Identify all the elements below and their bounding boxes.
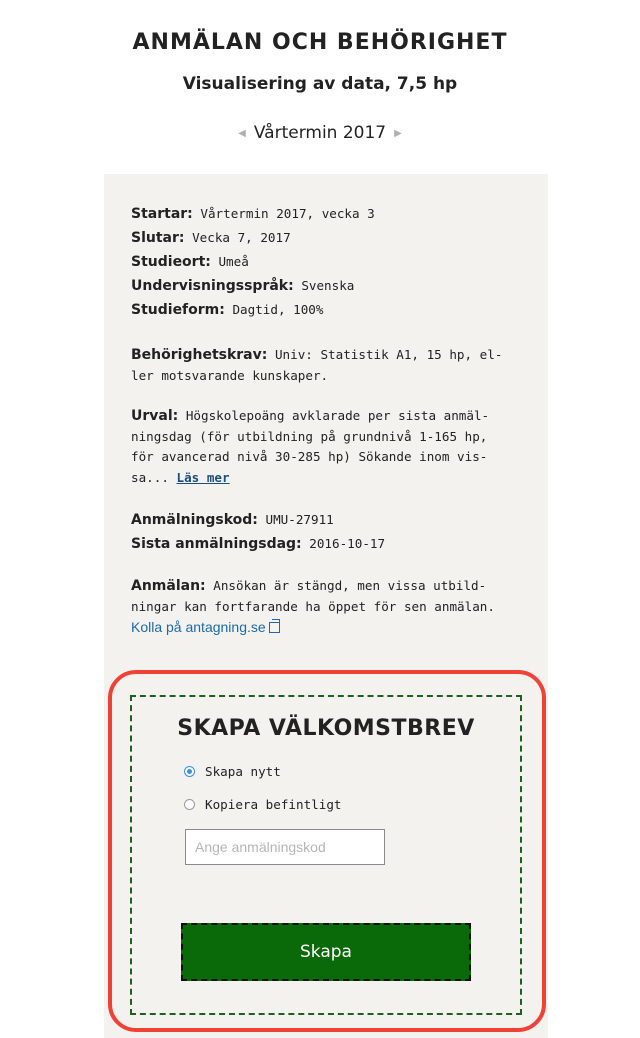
urval-line-2: ningsdag (för utbildning på grundnivå 1-165 hp, — [131, 428, 488, 444]
next-term-arrow-icon[interactable]: ▶ — [394, 127, 402, 139]
studieort-value: Umeå — [218, 254, 249, 269]
antagning-link-label: Kolla på antagning.se — [131, 619, 266, 635]
option-copy-existing-label: Kopiera befintligt — [205, 797, 342, 812]
term-navigation — [0, 123, 640, 143]
urval-label: Urval: — [131, 408, 179, 424]
studieort-label: Studieort: — [131, 254, 211, 270]
option-create-new[interactable] — [184, 764, 281, 779]
startar-value: Vårtermin 2017, vecka 3 — [200, 206, 375, 221]
anmalningskod-label: Anmälningskod: — [131, 512, 258, 528]
slutar-label: Slutar: — [131, 230, 185, 246]
anmalan-label: Anmälan: — [131, 578, 206, 594]
welcome-letter-title: SKAPA VÄLKOMSTBREV — [177, 716, 475, 741]
anmalan-section — [131, 576, 521, 639]
info-undervisningssprak — [131, 274, 521, 298]
sista-anmalningsdag-label: Sista anmälningsdag: — [131, 536, 302, 552]
info-anmalningskod — [131, 508, 521, 532]
urval-line-3: för avancerad nivå 30-285 hp) Sökande inom vis- — [131, 449, 488, 464]
studieform-label: Studieform: — [131, 302, 225, 318]
slutar-value: Vecka 7, 2017 — [192, 230, 291, 245]
anmalningskod-value: UMU-27911 — [265, 512, 334, 527]
behorighetskrav-label: Behörighetskrav: — [131, 347, 268, 363]
antagning-link[interactable] — [131, 619, 280, 635]
urval-section — [131, 406, 521, 488]
course-subtitle: Visualisering av data, 7,5 hp — [182, 74, 458, 94]
undervisningssprak-label: Undervisningsspråk: — [131, 278, 294, 294]
startar-label: Startar: — [131, 206, 193, 222]
read-more-link[interactable]: Läs mer — [176, 469, 230, 485]
info-studieform — [131, 298, 521, 322]
undervisningssprak-value: Svenska — [301, 278, 355, 293]
behorighetskrav-section — [131, 345, 521, 386]
urval-line-1: Högskolepoäng avklarade per sista anmäl- — [185, 408, 490, 423]
course-info — [131, 202, 521, 639]
external-link-icon — [269, 622, 280, 633]
radio-create-new[interactable] — [184, 766, 195, 777]
sista-anmalningsdag-value: 2016-10-17 — [309, 536, 386, 551]
studieform-value: Dagtid, 100% — [232, 302, 324, 317]
term-label: Vårtermin 2017 — [253, 123, 387, 143]
option-copy-existing[interactable] — [184, 797, 341, 812]
info-slutar — [131, 226, 521, 250]
info-studieort — [131, 250, 521, 274]
previous-term-arrow-icon[interactable]: ◀ — [238, 127, 246, 139]
behorighetskrav-line-1: Univ: Statistik A1, 15 hp, el- — [274, 347, 503, 362]
create-button[interactable]: Skapa — [181, 923, 471, 981]
page-title: ANMÄLAN OCH BEHÖRIGHET — [132, 30, 508, 55]
application-code-input[interactable] — [185, 829, 385, 865]
urval-line-4: sa... — [131, 469, 169, 485]
radio-copy-existing[interactable] — [184, 799, 195, 810]
info-sista-anmalningsdag — [131, 532, 521, 556]
anmalan-line-2: ningar kan fortfarande ha öppet för sen anmälan. — [131, 598, 495, 614]
behorighetskrav-line-2: ler motsvarande kunskaper. — [131, 367, 329, 383]
info-startar — [131, 202, 521, 226]
anmalan-line-1: Ansökan är stängd, men vissa utbild- — [213, 578, 487, 593]
option-create-new-label: Skapa nytt — [205, 764, 281, 779]
